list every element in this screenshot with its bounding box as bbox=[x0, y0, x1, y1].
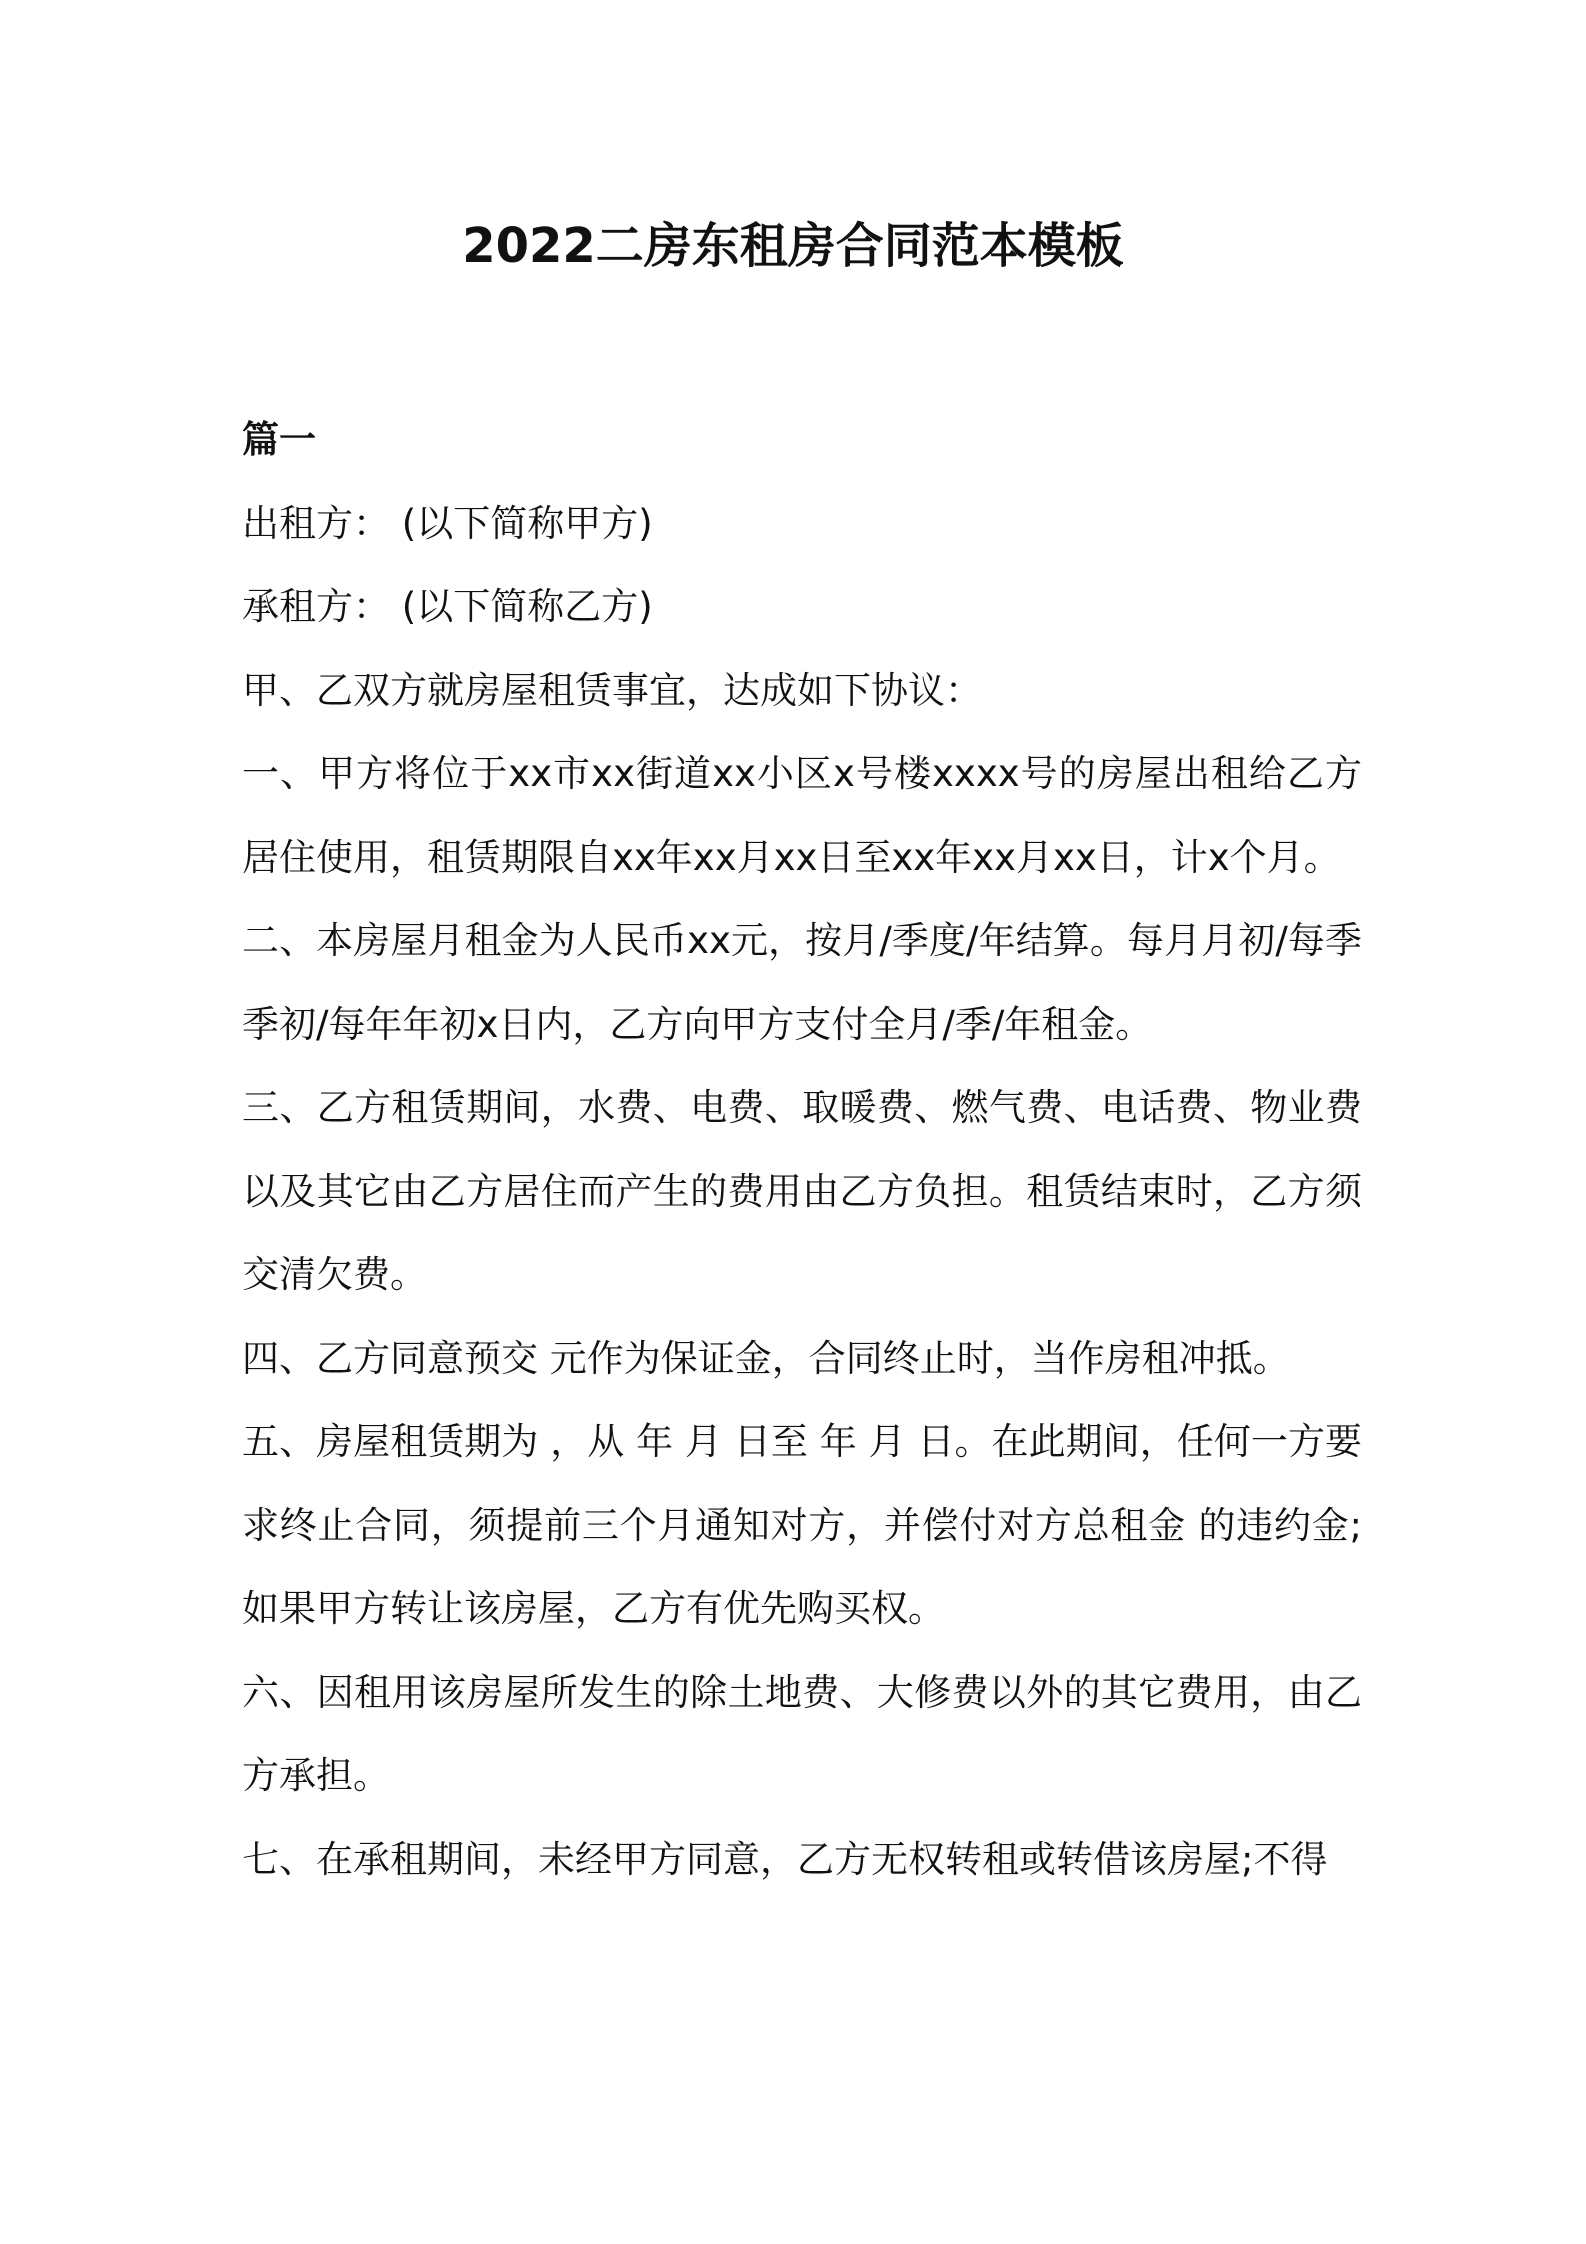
lessor-line: 出租方： (以下简称甲方) bbox=[242, 501, 653, 545]
clause-4: 四、乙方同意预交 元作为保证金，合同终止时，当作房租冲抵。 bbox=[242, 1336, 1290, 1380]
clause-2: 二、本房屋月租金为人民币xx元，按月/季度/年结算。每月月初/每季季初/每年年初x日内，乙方向甲方支付全月/季/年租金。 bbox=[242, 919, 1362, 1046]
clause-5: 五、房屋租赁期为 ，从 年 月 日至 年 月 日。在此期间，任何一方要求终止合同，须提前三个月通知对方，并偿付对方总租金 的违约金;如果甲方转让该房屋，乙方有优先购买权。 bbox=[242, 1420, 1362, 1630]
intro-paragraph: 甲、乙双方就房屋租赁事宜，达成如下协议： bbox=[242, 668, 982, 712]
clause-7: 七、在承租期间，未经甲方同意，乙方无权转租或转借该房屋;不得 bbox=[242, 1837, 1328, 1881]
clause-1: 一、甲方将位于xx市xx街道xx小区x号楼xxxx号的房屋出租给乙方居住使用，租赁期限自xx年xx月xx日至xx年xx月xx日，计x个月。 bbox=[242, 752, 1362, 879]
clause-6: 六、因租用该房屋所发生的除土地费、大修费以外的其它费用，由乙方承担。 bbox=[242, 1670, 1362, 1797]
lessee-line: 承租方： (以下简称乙方) bbox=[242, 585, 653, 628]
section-heading: 篇一 bbox=[242, 418, 316, 461]
clause-3: 三、乙方租赁期间，水费、电费、取暖费、燃气费、电话费、物业费以及其它由乙方居住而产生的费用由乙方负担。租赁结束时，乙方须交清欠费。 bbox=[242, 1086, 1362, 1296]
document-title: 2022二房东租房合同范本模板 bbox=[462, 218, 1124, 274]
document-body bbox=[242, 398, 1362, 1901]
